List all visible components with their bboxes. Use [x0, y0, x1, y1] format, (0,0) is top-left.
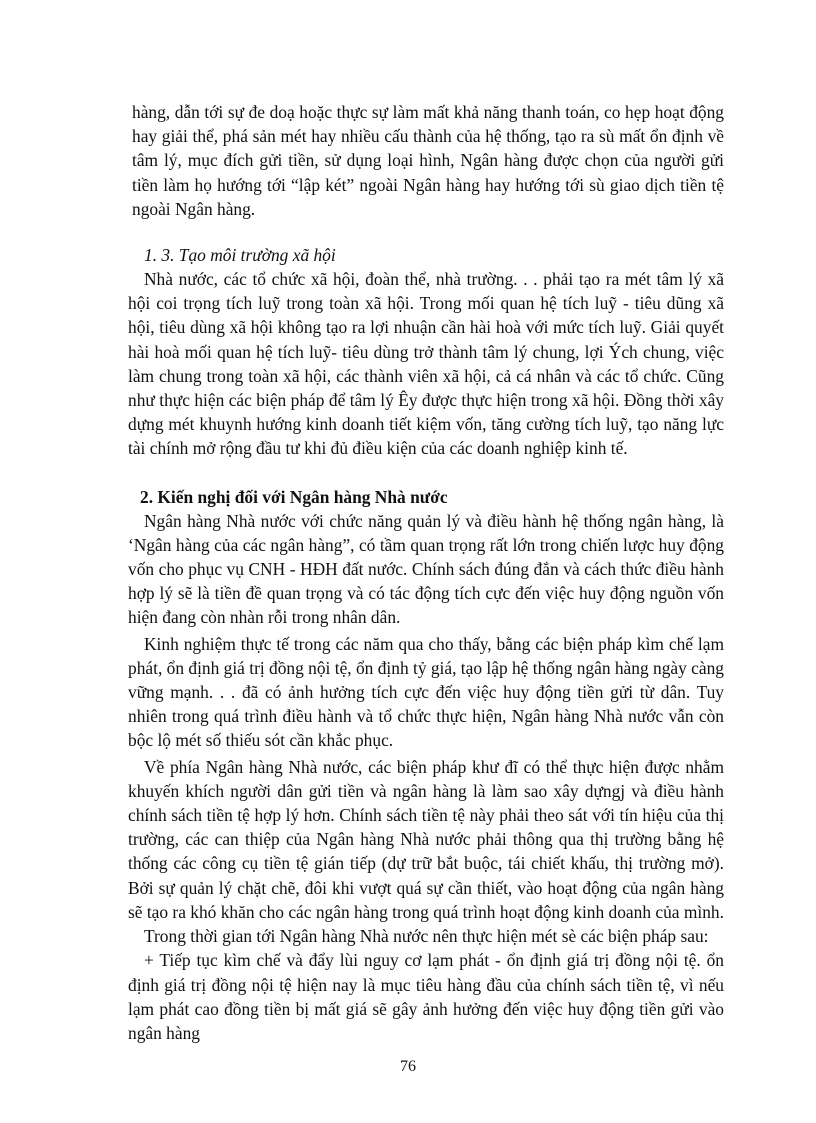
section-2-paragraph-3: Về phía Ngân hàng Nhà nước, các biện pháp khư đĩ có thể thực hiện được nhằm khuyến khích người dân gửi tiền và ngân hàng là làm sao xây dựngj và điều hành chính sách tiền tệ hợp lý hơn. Chính sách tiền tệ này phải theo sát với tín hiệu của thị trường, các can thiệp của Ngân hàng Nhà nước phải thông qua thị trường bằng hệ thống các công cụ tiền tệ gián tiếp (dự trữ bắt buộc, tái chiết khấu, thị trường mở). Bởi sự quản lý chặt chẽ, đôi khi vượt quá sự cần thiết, vào hoạt động của ngân hàng sẽ tạo ra khó khăn cho các ngân hàng trong quá trình hoạt động kinh doanh của mình.: [128, 756, 724, 922]
document-page: [128, 100, 724, 1045]
section-2-paragraph-2: Kinh nghiệm thực tế trong các năm qua cho thấy, bằng các biện pháp kìm chế lạm phát, ổn định giá trị đồng nội tệ, ổn định tỷ giá, tạo lập hệ thống ngân hàng ngày càng vững mạnh. . . đã có ảnh hưởng tích cực đến việc huy động tiền gửi từ dân. Tuy nhiên trong quá trình điều hành và tổ chức thực hiện, Ngân hàng Nhà nước vẫn còn bộc lộ mét số thiếu sót cần khắc phục.: [128, 633, 724, 751]
intro-paragraph: hàng, dẫn tới sự đe doạ hoặc thực sự làm mất khả năng thanh toán, co hẹp hoạt động hay giải thể, phá sản mét hay nhiều cấu thành của hệ thống, tạo ra sù mất ổn định về tâm lý, mục đích gửi tiền, sử dụng loại hình, Ngân hàng được chọn của người gửi tiền làm họ hướng tới “lập két” ngoài Ngân hàng hay hướng tới sù giao dịch tiền tệ ngoài Ngân hàng.: [132, 102, 724, 219]
section-1-3-paragraph: Nhà nước, các tổ chức xã hội, đoàn thể, nhà trường. . . phải tạo ra mét tâm lý xã hội coi trọng tích luỹ trong toàn xã hội. Trong mối quan hệ tích luỹ - tiêu dũng xã hội, tiêu dùng xã hội không tạo ra lợi nhuận cần hài hoà với mức tích luỹ. Giải quyết hài hoà mối quan hệ tích luỹ- tiêu dùng trở thành tâm lý chung, lợi Ých chung, việc làm chung trong toàn xã hội, các thành viên xã hội, cả cá nhân và các tổ chức. Cũng như thực hiện các biện pháp để tâm lý Êy được thực hiện trong xã hội. Đồng thời xây dựng mét khuynh hướng kinh doanh tiết kiệm vốn, tăng cường tích luỹ, tạo năng lực tài chính mở rộng đầu tư khi đủ điều kiện của các doanh nghiệp kinh tế.: [128, 269, 724, 459]
page-number: 76: [400, 1058, 416, 1075]
section-2-paragraph-4: Trong thời gian tới Ngân hàng Nhà nước nên thực hiện mét sè các biện pháp sau:: [144, 926, 709, 947]
section-1-3-heading: 1. 3. Tạo môi trường xã hội: [144, 245, 336, 266]
section-2-paragraph-5: + Tiếp tục kìm chế và đẩy lùi nguy cơ lạm phát - ổn định giá trị đồng nội tệ. ổn định giá trị đồng nội tệ hiện nay là mục tiêu hàng đầu của chính sách tiền tệ, vì nếu lạm phát cao đồng tiền bị mất giá sẽ gây ảnh hưởng đến việc huy động tiền gửi vào ngân hàng: [128, 950, 724, 1043]
section-2-heading: 2. Kiến nghị đối với Ngân hàng Nhà nước: [140, 486, 448, 507]
section-2-paragraph-1: Ngân hàng Nhà nước với chức năng quản lý và điều hành hệ thống ngân hàng, là ‘Ngân hàng của các ngân hàng”, có tầm quan trọng rất lớn trong chiến lược huy động vốn cho phục vụ CNH - HĐH đất nước. Chính sách đúng đắn và cách thức điều hành hợp lý sẽ là tiền đề quan trọng và có tác động tích cực đến việc huy động nguồn vốn hiện đang còn nhàn rỗi trong nhân dân.: [128, 510, 724, 628]
